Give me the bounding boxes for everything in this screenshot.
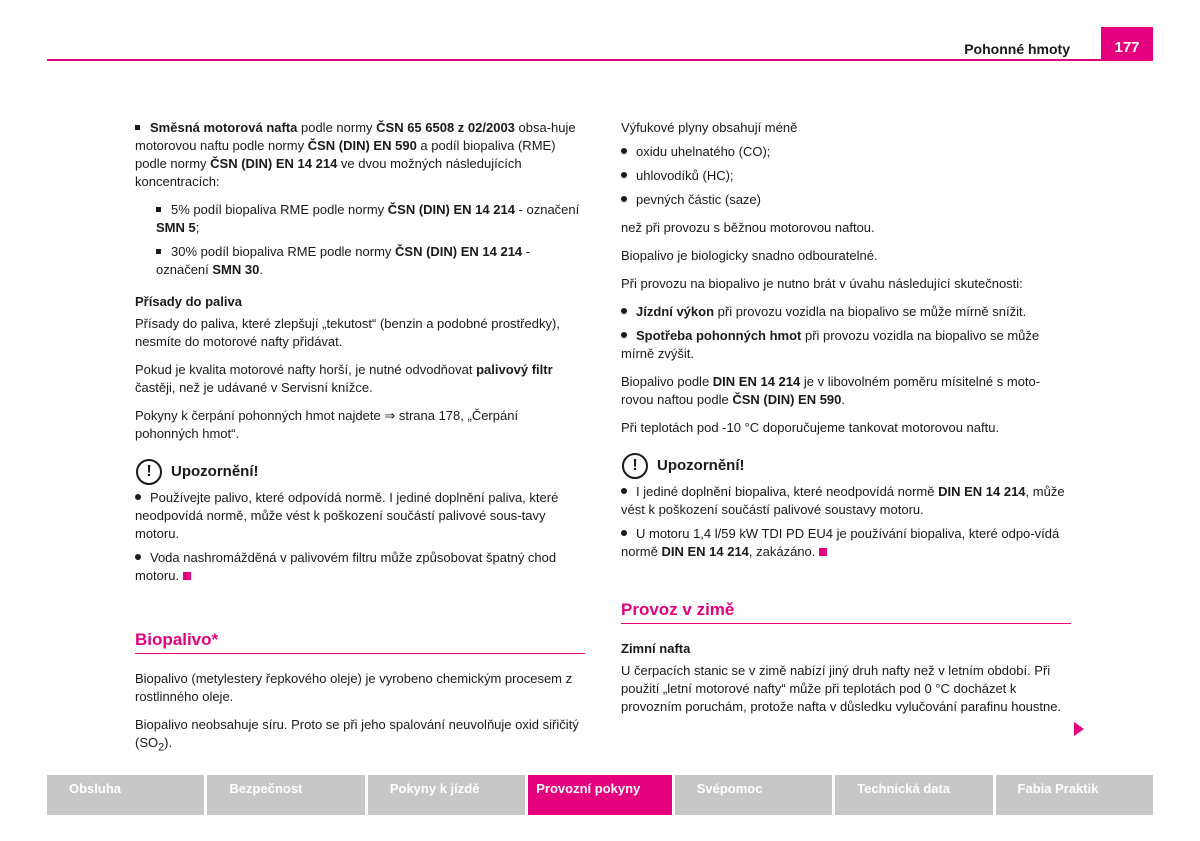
- bullet-icon: [135, 494, 141, 500]
- footer-tabs: [47, 775, 1153, 815]
- facts-intro: Při provozu na biopalivo je nutno brát v úvahu následující skutečnosti:: [621, 276, 1023, 291]
- bullet-icon: [621, 488, 627, 494]
- refuel-reference: Pokyny k čerpání pohonných hmot najdete ⇒ strana 178, „Čerpání pohonných hmot“.: [135, 408, 519, 441]
- square-bullet-icon: [156, 249, 161, 254]
- bullet-icon: [621, 196, 627, 202]
- exclamation-icon: !: [136, 459, 162, 485]
- tab-svepomoc[interactable]: Svépomoc: [675, 775, 832, 815]
- warning-item: U motoru 1,4 l/59 kW TDI PD EU4 je používání biopaliva, které odpo-vídá normě DIN EN 14 214, zakázáno.: [621, 526, 1060, 559]
- tab-fabia-praktik[interactable]: Fabia Praktik: [996, 775, 1153, 815]
- exclamation-icon: !: [622, 453, 648, 479]
- tab-provozni-pokyny[interactable]: Provozní pokyny: [528, 775, 671, 815]
- section-title-winter: Provoz v zimě: [621, 601, 1071, 624]
- mixed-diesel-paragraph: Směsná motorová nafta podle normy ČSN 65 6508 z 02/2003 obsa-huje motorovou naftu podle normy ČSN (DIN) EN 590 a podíl biopaliva (RME) podle normy ČSN (DIN) EN 14 214 ve dvou možných následujících koncentracích:: [135, 120, 576, 189]
- bullet-icon: [621, 332, 627, 338]
- exhaust-item: oxidu uhelnatého (CO);: [621, 143, 1071, 161]
- sub-item-smn5: 5% podíl biopaliva RME podle normy ČSN (DIN) EN 14 214 - označení SMN 5;: [156, 202, 580, 235]
- warning-item: I jediné doplnění biopaliva, které neodpovídá normě DIN EN 14 214, může vést k poškození součástí palivové soustavy motoru.: [621, 484, 1065, 517]
- additives-text: Přísady do paliva, které zlepšují „tekutost“ (benzin a podobné prostředky), nesmíte do motorové nafty přidávat.: [135, 316, 560, 349]
- fact-item: Spotřeba pohonných hmot při provozu vozidla na biopalivo se může mírně zvýšit.: [621, 328, 1040, 361]
- right-column: [621, 119, 1071, 726]
- biofuel-p1: Biopalivo (metylestery řepkového oleje) je vyrobeno chemickým procesem z rostlinného oleje.: [135, 671, 573, 704]
- tab-bezpecnost[interactable]: Bezpečnost: [207, 775, 364, 815]
- winter-section: [621, 601, 1071, 716]
- bullet-icon: [621, 308, 627, 314]
- warning-item: Voda nashromážděná v palivovém filtru může způsobovat špatný chod motoru.: [135, 550, 557, 583]
- left-column: [135, 119, 585, 767]
- warning-box-left: [135, 459, 585, 585]
- chapter-title: Pohonné hmoty: [964, 41, 1070, 57]
- winter-subheading: Zimní nafta: [621, 641, 691, 656]
- bullet-icon: [135, 554, 141, 560]
- biofuel-p2: Biopalivo neobsahuje síru. Proto se při jeho spalování neuvolňuje oxid siřičitý $(SO_2)$.: [135, 717, 579, 754]
- section-title-biofuel: Biopalivo*: [135, 631, 585, 654]
- filter-paragraph: Pokud je kvalita motorové nafty horší, je nutné odvodňovat palivový filtr častěji, než je udávané v Servisní knížce.: [135, 362, 553, 395]
- winter-text: U čerpacích stanic se v zimě nabízí jiný druh nafty než v letním období. Při použití „letní motorové nafty“ může při teplotách pod 0 °C docházet k provozním poruchám, protože nafta v důsledku vylučování parafinu houstne.: [621, 663, 1062, 714]
- din-paragraph: Biopalivo podle DIN EN 14 214 je v libovolném poměru mísitelné s moto-rovou naftou podle ČSN (DIN) EN 590.: [621, 374, 1041, 407]
- degradable-text: Biopalivo je biologicky snadno odbouratelné.: [621, 248, 878, 263]
- page-number: 177: [1101, 27, 1153, 61]
- warning-box-right: [621, 453, 1071, 561]
- tab-technicka-data[interactable]: Technická data: [835, 775, 992, 815]
- additives-heading: Přísady do paliva: [135, 294, 242, 309]
- tab-pokyny-k-jizde[interactable]: Pokyny k jízdě: [368, 775, 525, 815]
- exhaust-outro: než při provozu s běžnou motorovou naftou.: [621, 220, 875, 235]
- next-page-arrow-icon[interactable]: [1074, 722, 1084, 736]
- exhaust-item: uhlovodíků (HC);: [621, 167, 1071, 185]
- exhaust-item: pevných částic (saze): [621, 191, 1071, 209]
- tab-obsluha[interactable]: Obsluha: [47, 775, 204, 815]
- cold-temp-text: Při teplotách pod -10 °C doporučujeme tankovat motorovou naftu.: [621, 420, 1000, 435]
- bullet-icon: [621, 172, 627, 178]
- biofuel-section: [135, 631, 585, 757]
- header-rule: [47, 59, 1153, 61]
- bullet-icon: [621, 530, 627, 536]
- square-bullet-icon: [135, 125, 140, 130]
- square-bullet-icon: [156, 207, 161, 212]
- bullet-icon: [621, 148, 627, 154]
- end-mark-icon: [183, 572, 191, 580]
- fact-item: Jízdní výkon při provozu vozidla na biopalivo se může mírně snížit.: [621, 303, 1071, 321]
- end-mark-icon: [819, 548, 827, 556]
- exhaust-intro: Výfukové plyny obsahují méně: [621, 120, 798, 135]
- warning-item: Používejte palivo, které odpovídá normě. I jediné doplnění paliva, které neodpovídá normě, může vést k poškození součástí palivové sous-tavy motoru.: [135, 490, 559, 541]
- warning-title: ! Upozornění!: [135, 459, 585, 485]
- warning-title: ! Upozornění!: [621, 453, 1071, 479]
- sub-item-smn30: 30% podíl biopaliva RME podle normy ČSN (DIN) EN 14 214 - označení SMN 30.: [156, 244, 531, 277]
